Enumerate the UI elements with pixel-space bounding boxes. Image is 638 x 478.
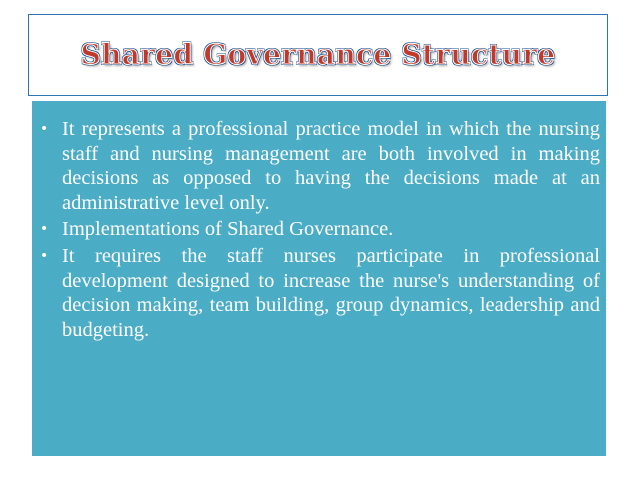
bullet-item [36,217,600,242]
bullet-item [36,117,600,215]
title-box [28,14,608,96]
slide-title: Shared Governance Structure [80,38,556,71]
bullet-dot-icon: • [40,247,49,264]
bullet-dot-icon: • [40,221,49,238]
bullet-text: It requires the staff nurses participate in professional development designed to increase the nurse's understanding of decision making, team building, group dynamics, leadership and budgeting. [62,244,600,341]
bullet-list [36,117,600,342]
bullet-dot-icon: • [40,121,49,137]
bullet-item [36,244,600,342]
bullet-text: It represents a professional practice model in which the nursing staff and nursing management are both involved in making decisions as opposed to having the decisions made at an administrative level only. [62,118,600,214]
bullet-text: Implementations of Shared Governance. [62,218,394,241]
content-box [32,101,606,456]
